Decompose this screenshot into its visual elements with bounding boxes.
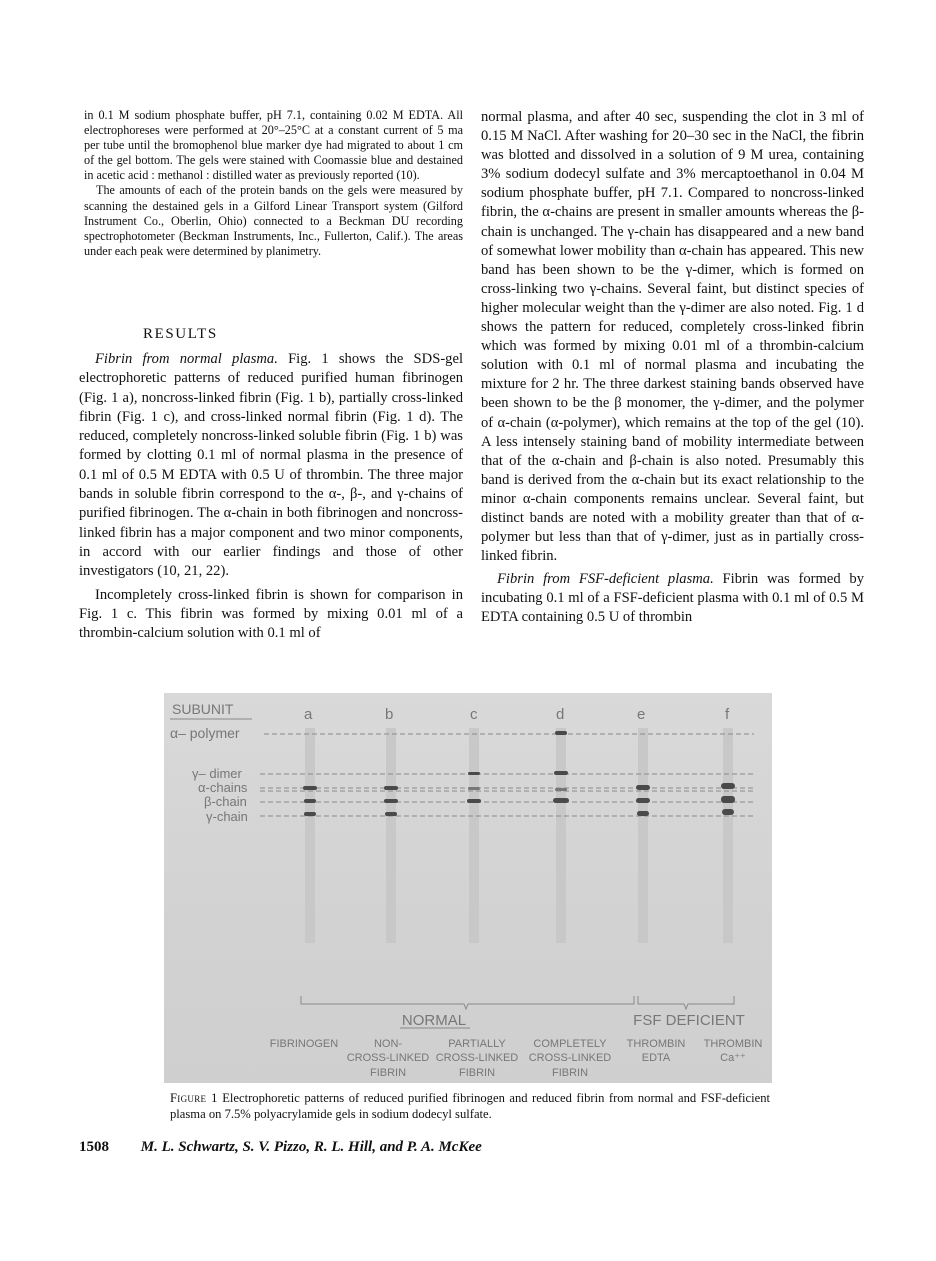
band: [467, 799, 481, 803]
methods-paragraph: The amounts of each of the protein bands on the gels were measured by scanning the destained gels in a Gilford Linear Transport system (Gilford Instrument Co., Oberlin, Ohio) connected to a Beckman DU recording spectrophotometer (Beckman Instruments, Inc., Fullerton, Calif.). The areas under each peak were determined by planimetry.: [84, 183, 463, 258]
lane-caption: Ca⁺⁺: [720, 1052, 746, 1064]
gel-lanes: [305, 728, 733, 943]
band: [636, 785, 650, 790]
lane-caption: FIBRIN: [551, 1067, 589, 1079]
band: [384, 799, 398, 803]
group-label-normal: NORMAL: [401, 1012, 467, 1029]
band: [554, 771, 568, 775]
gel-lane: [305, 728, 315, 943]
paragraph-title: Fibrin from normal plasma.: [95, 351, 278, 367]
lane-caption: FIBRINOGEN: [269, 1038, 339, 1050]
body-paragraph: [481, 570, 864, 627]
lane-letter: c: [470, 706, 478, 723]
paragraph-title: Fibrin from FSF-deficient plasma.: [497, 571, 714, 588]
band: [553, 798, 569, 803]
page-number: 1508: [79, 1139, 109, 1155]
paragraph-body: Fig. 1 shows the SDS-gel electrophoretic patterns of reduced purified human fibrinogen (Fig. 1 a), noncross-linked fibrin (Fig. 1 b), partially cross-linked fibrin (Fig. 1 c), and cross-linked normal fibrin (Fig. 1 d). The reduced, completely noncross-linked soluble fibrin (Fig. 1 b) was formed by clotting 0.1 ml of normal plasma in the presence of 0.1 ml of 0.5 M EDTA with 0.5 U of thrombin. The three major bands in soluble fibrin correspond to the α-, β-, and γ-chains of purified fibrinogen. The α-chain in both fibrinogen and noncross-linked fibrin has a major component and two minor components, in accord with our earlier findings and those of other investigators (10, 21, 22).: [79, 351, 464, 580]
fsf-bracket: [638, 996, 734, 1009]
lane-letter: e: [637, 706, 646, 723]
gel-lane: [723, 728, 733, 943]
paragraph-body: Fibrin was formed by incubating 0.1 ml of a FSF-deficient plasma with 0.1 ml of 0.5 M EDTA containing 0.5 U of thrombin: [481, 571, 864, 626]
group-label-fsf: FSF DEFICIENT: [633, 1012, 745, 1029]
gel-lane: [386, 728, 396, 943]
caption-text: Electrophoretic patterns of reduced purified fibrinogen and reduced fibrin from normal and FSF-deficient plasma on 7.5% polyacrylamide gels in sodium dodecyl sulfate.: [170, 1091, 770, 1121]
band: [721, 796, 735, 803]
body-paragraph: [79, 350, 463, 582]
band-guides: [260, 734, 754, 816]
lane-caption: CROSS-LINKED: [435, 1052, 519, 1064]
lane-captions: [270, 1038, 763, 1079]
subunit-label: β-chain: [204, 794, 247, 809]
band: [636, 798, 650, 803]
lane-caption: EDTA: [641, 1052, 671, 1064]
lane-letter: d: [556, 706, 565, 723]
band: [721, 783, 735, 789]
lane-caption: FIBRIN: [458, 1067, 496, 1079]
band: [303, 786, 317, 790]
normal-bracket: [301, 996, 634, 1009]
band: [468, 787, 480, 790]
lane-caption: FIBRIN: [369, 1067, 407, 1079]
subunit-label: γ-chain: [206, 809, 248, 824]
band: [555, 731, 567, 735]
band: [384, 786, 398, 790]
subunit-label: α-chains: [198, 780, 248, 795]
gel-image: [164, 693, 772, 1083]
page-footer: [79, 1139, 839, 1156]
gel-electrophoresis-figure: [164, 693, 772, 1083]
results-right-column: [481, 108, 864, 628]
body-paragraph: normal plasma, and after 40 sec, suspending the clot in 3 ml of 0.15 M NaCl. After washing for 20–30 sec in the NaCl, the fibrin was blotted and dissolved in a solution of 9 M urea, containing 3% sodium dodecyl sulfate and 3% mercaptoethanol in 0.04 M sodium phosphate buffer, pH 7.1. Compared to noncross-linked fibrin, the α-chains are present in smaller amounts whereas the β-chain is unchanged. The γ-chain has disappeared and a new band of somewhat lower mobility than α-chain has appeared. This new band has been shown to be the γ-dimer, which is formed on cross-linking two γ-chains. Several faint, but distinct species of higher molecular weight than the γ-dimer are also noted. Fig. 1 d shows the pattern for reduced, completely cross-linked fibrin which was formed by mixing 0.01 ml of a thrombin-calcium solution with 0.1 ml of normal plasma and incubating the mixture for 2 hr. The three darkest staining bands observed have been shown to be the β monomer, the γ-dimer, and the polymer of α-chain (α-polymer), which remains at the top of the gel (10). A less intensely staining band of mobility intermediate between that of the α-chain and β-chain is also noted. Presumably this band is derived from the α-chain but its exact relationship to the minor α-chain components remains unclear. Several faint, but distinct bands are noted with a mobility greater than that of α-polymer but less than that of γ-dimer, just as in partially cross-linked fibrin.: [481, 109, 864, 565]
gel-lane: [469, 728, 479, 943]
band: [722, 809, 734, 815]
lane-caption: CROSS-LINKED: [346, 1052, 430, 1064]
band: [304, 799, 316, 803]
results-left-column: [79, 350, 463, 643]
lane-caption: NON-: [373, 1038, 403, 1050]
figure-caption: [170, 1090, 770, 1122]
lane-letter: f: [725, 706, 730, 723]
results-heading: RESULTS: [143, 326, 218, 342]
lane-letter: a: [304, 706, 313, 723]
methods-continuation: [84, 108, 463, 259]
band: [555, 788, 567, 791]
lane-caption: THROMBIN: [626, 1038, 686, 1050]
lane-caption: COMPLETELY: [533, 1038, 607, 1050]
figure-label: Figure 1: [170, 1091, 218, 1105]
methods-paragraph: in 0.1 M sodium phosphate buffer, pH 7.1, containing 0.02 M EDTA. All electrophoreses were performed at 20°–25°C at a constant current of 5 ma per tube until the bromophenol blue marker dye had migrated to about 1 cm of the gel bottom. The gels were stained with Coomassie blue and destained in acetic acid : methanol : distilled water as previously reported (10).: [84, 108, 463, 183]
author-line: M. L. Schwartz, S. V. Pizzo, R. L. Hill, and P. A. McKee: [140, 1139, 482, 1155]
lane-letter: b: [385, 706, 394, 723]
lane-caption: CROSS-LINKED: [528, 1052, 612, 1064]
subunit-label: γ– dimer: [192, 766, 242, 781]
gel-lane: [556, 728, 566, 943]
band: [304, 812, 316, 816]
band: [385, 812, 397, 816]
band: [468, 772, 480, 775]
lane-caption: PARTIALLY: [448, 1038, 506, 1050]
subunit-label: α– polymer: [170, 725, 240, 741]
band: [637, 811, 649, 816]
gel-lane: [638, 728, 648, 943]
subunit-header: SUBUNIT: [172, 701, 234, 717]
body-paragraph: Incompletely cross-linked fibrin is shown for comparison in Fig. 1 c. This fibrin was formed by mixing 0.01 ml of a thrombin-calcium solution with 0.1 ml of: [79, 586, 463, 642]
lane-caption: THROMBIN: [703, 1038, 763, 1050]
